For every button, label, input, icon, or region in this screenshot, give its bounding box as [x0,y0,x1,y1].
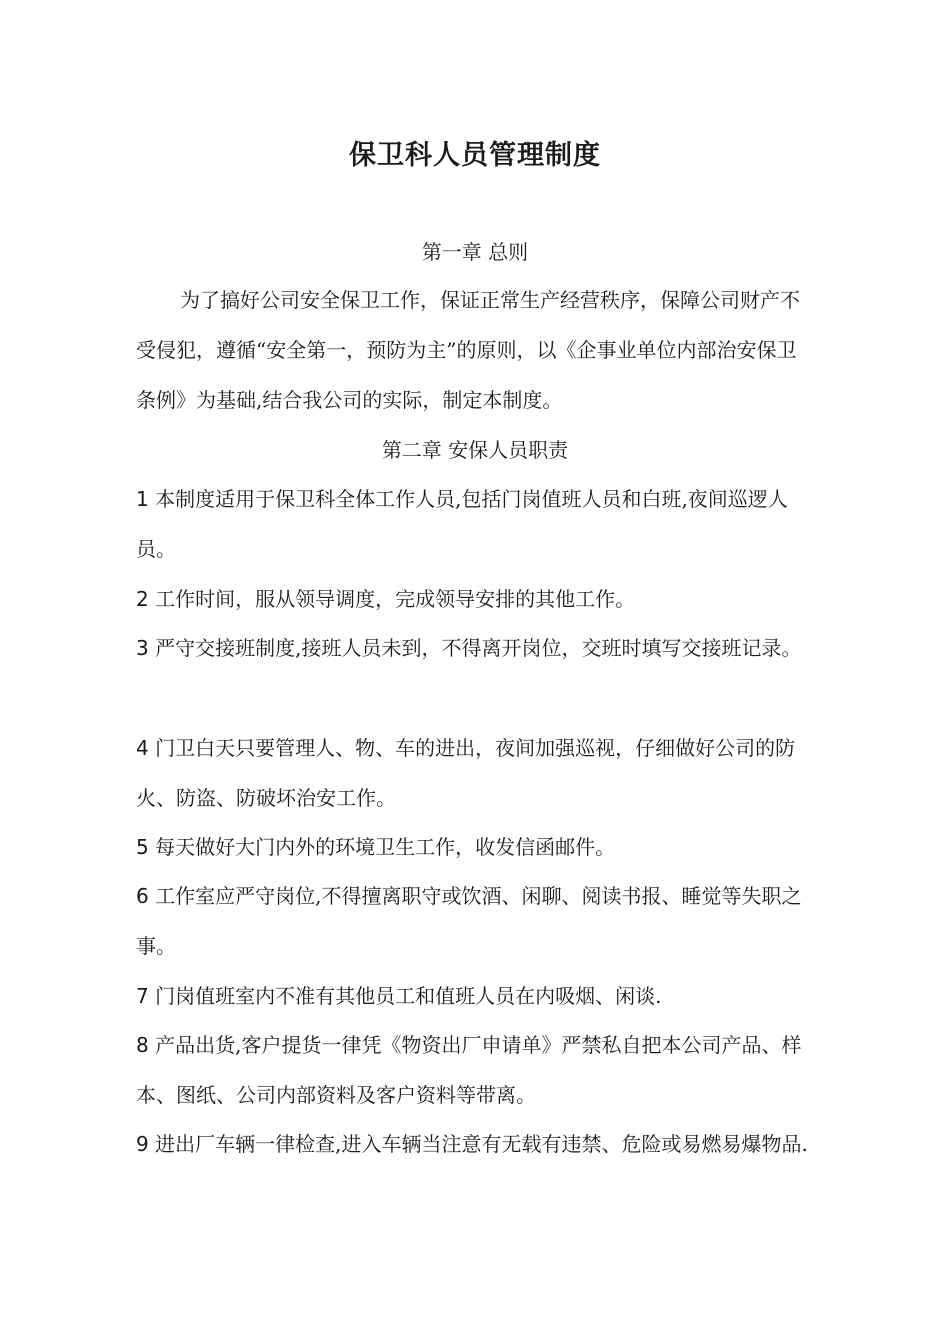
list-item [136,723,816,823]
list-item [136,474,816,574]
document-title: 保卫科人员管理制度 [349,140,601,171]
item-number: 7 [136,984,149,1008]
item-number: 9 [136,1132,149,1156]
item-number: 5 [136,835,149,859]
item-text: 本制度适用于保卫科全体工作人员,包括门岗值班人员和白班,夜间巡逻人员。 [136,487,788,561]
item-text: 门岗值班室内不准有其他员工和值班人员在内吸烟、闲谈. [155,984,662,1008]
item-text: 产品出货,客户提货一律凭《物资出厂申请单》严禁私自把本公司产品、样本、图纸、公司内部资料及客户资料等带离。 [136,1033,802,1107]
list-item [136,822,816,872]
list-item [136,1020,816,1120]
chapter-1-paragraph: 为了搞好公司安全保卫工作，保证正常生产经营秩序，保障公司财产不受侵犯，遵循“安全第一，预防为主”的原则，以《企事业单位内部治安保卫条例》为基础,结合我公司的实际，制定本制度。 [136,288,800,412]
item-text: 工作时间，服从领导调度，完成领导安排的其他工作。 [155,587,636,611]
item-text: 工作室应严守岗位,不得擅离职守或饮酒、闲聊、阅读书报、睡觉等失职之事。 [136,884,802,958]
list-item [136,1119,816,1169]
item-text: 进出厂车辆一律检查,进入车辆当注意有无载有违禁、危险或易燃易爆物品. [155,1132,808,1156]
list-item [136,623,816,673]
item-text: 门卫白天只要管理人、物、车的进出，夜间加强巡视，仔细做好公司的防火、防盗、防破坏治安工作。 [136,736,796,810]
item-text: 每天做好大门内外的环境卫生工作，收发信函邮件。 [155,835,616,859]
item-number: 4 [136,736,149,760]
item-text: 严守交接班制度,接班人员未到，不得离开岗位，交班时填写交接班记录。 [155,636,802,660]
item-number: 1 [136,487,149,511]
list-item [136,971,816,1021]
item-number: 3 [136,636,149,660]
chapter-1-heading: 第一章 总则 [421,240,529,264]
item-number: 2 [136,587,149,611]
chapter-2-heading: 第二章 安保人员职责 [381,438,569,462]
item-number: 8 [136,1033,149,1057]
list-item [136,574,816,624]
item-number: 6 [136,884,149,908]
list-item [136,871,816,971]
